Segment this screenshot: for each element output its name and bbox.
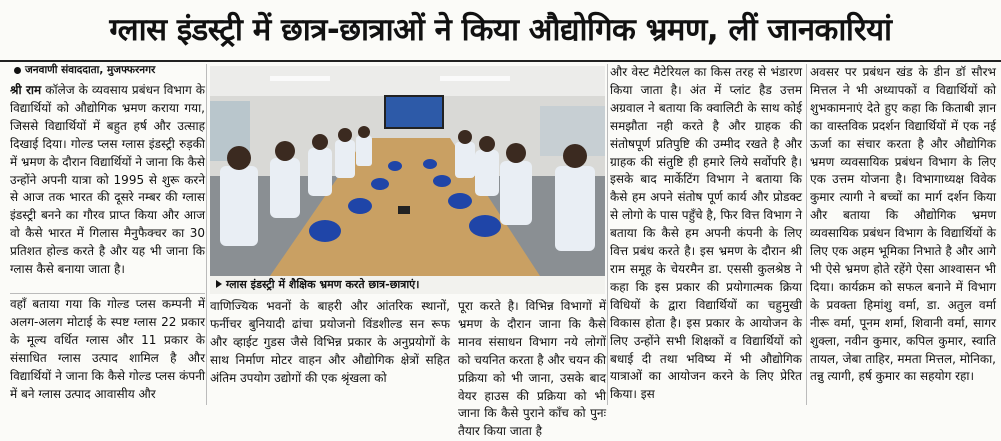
ceiling-light — [440, 76, 510, 81]
article-column-3 — [458, 298, 606, 439]
column-1-text: कॉलेज के व्यवसाय प्रबंधन विभाग के विद्यार्थियों को औद्योगिक भ्रमण कराया गया, जिससे विद्यार्थियों में बहुत हर्ष और उत्साह दिखाई दिया। गोल्ड प्लस ग्लास इंडस्ट्री रुड़की में भ्रमण के दौरान विद्यार्थियों ने जाना कि कैसे उन्होंने अपनी यात्रा को 1995 से शुरू करने से आज तक भारत की दूसरे नम्बर की ग्लास इंडस्ट्री बनने का गौरव प्राप्त किया और आज वो कैसे भारत में गिलास मैनुफैक्चर का 30 प्रतिशत होल्ड करते है और यह भी जाना कि ग्लास कैसे बनाया जाता है। — [10, 83, 205, 277]
column-divider — [206, 64, 207, 405]
screen-icon — [385, 96, 443, 128]
article-column-1b — [10, 296, 205, 405]
caption-arrow-icon — [216, 280, 222, 288]
column-5-text: अवसर पर प्रबंधन खंड के डीन डॉ सौरभ मित्तल ने भी अध्यापकों व विद्यार्थियों को शुभकामनाएं देते हुए कहा कि किताबी ज्ञान का वास्तविक प्रदर्शन विद्यार्थियों में एक नई ऊर्जा का संचार करता है और औद्योगिक भ्रमण व्यवसायिक प्रबंधन विभाग के लिए एक उत्तम योजना है। विभागाध्यक्ष विवेक कुमार त्यागी ने बच्चों का मार्ग दर्शन किया और बताया कि औद्योगिक भ्रमण व्यवसायिक प्रबंधन विभाग के विद्यार्थियों के लिए एक अहम भूमिका निभाते है और आगे भी ऐसे भ्रमण होते रहेंगे ऐसा आश्वासन भी दिया। कार्यक्रम को सफल बनाने में विभाग के प्रवक्ता हिमांशु वर्मा, डा. अतुल वर्मा नीरू वर्मा, पूनम शर्मा, शिवानी वर्मा, सागर शुक्ला, नवीन कुमार, कपिल कुमार, स्वाति तायल, जेबा ताहिर, ममता मित्तल, मोनिका, तन्नु त्यागी, हर्ष कुमार का सहयोग रहा। — [810, 65, 996, 384]
article-column-4 — [610, 64, 802, 405]
column-4-text: और वेस्ट मैटेरियल का किस तरह से भंडारण किया जाता है। अंत में प्लांट हैड उत्तम अग्रवाल ने बताया कि क्वालिटी के साथ कोई समझौता नही करते है और ग्राहक की संतोषपूर्ण प्रतिपुष्टि की उम्मीद रखते है और ग्राहक की संतुष्टि ही हमारे लिये सर्वोपरि है। इसके बाद मार्केटिंग विभाग ने बताया कि कैसे हम अपने संतोष पूर्ण कार्य और प्रोडक्ट से लोगो के पास पहुँचे है, फिर वित्त विभाग ने बताया कि कैसे हम अपनी कंपनी के लिए वित्त प्रबंध करते है। इस भ्रमण के दौरान श्री राम समूह के चेयरमैन डा. एससी कुलश्रेष्ठ ने कहा कि इस प्रकार की प्रयोगात्मक क्रिया विधियों के द्वारा विद्यार्थियों का चहुमुखी विकास होता है। इस प्रकार के आयोजन के लिए उन्होंने सभी शिक्षकों व विद्यार्थियों को बधाई दी तथा भविष्य में भी औद्योगिक यात्राओं का आयोजन करने के लिए प्रेरित किया। इस — [610, 65, 802, 402]
ceiling-light — [270, 76, 330, 81]
article-column-1 — [10, 82, 205, 292]
column-2-text: वाणिज्यिक भवनों के बाहरी और आंतरिक स्थानों, फर्नीचर बुनियादी ढांचा प्रयोजनो विंडशील्ड सन रूफ और व्हाईट गुडस जैसे विभिन्न प्रकार के अनुप्रयोगों के साथ निर्माण मोटर वाहन और औद्योगिक क्षेत्रों सहित अंतिम उपयोग उद्योगों की एक श्रृंखला को — [210, 299, 450, 385]
photo-caption — [210, 276, 605, 294]
byline-text: जनवाणी संवाददाता, मुजफ्फरनगर — [25, 64, 156, 76]
byline — [14, 63, 204, 79]
column-1b-text: वहाँ बताया गया कि गोल्ड प्लस कम्पनी में अलग-अलग मोटाई के स्पष्ट ग्लास 22 प्रकार के मूल्य वर्धित ग्लास और 11 प्रकार के संसाधित ग्लास उत्पाद शामिल है और विद्यार्थियों ने जाना कि कैसे गोल्ड प्लस कंपनी में बने ग्लास उत्पाद आवासीय और — [10, 297, 205, 401]
news-photo — [210, 66, 605, 292]
conference-room-photo — [210, 66, 605, 276]
caption-text: ग्लास इंडस्ट्री में शैक्षिक भ्रमण करते छात्र-छात्राएं। — [226, 278, 420, 291]
column-3-text: पूरा करते है। विभिन्न विभागों में भ्रमण के दौरान जाना कि कैसे मानव संसाधन विभाग नये लोगों को चयनित करता है और चयन की प्रक्रिया को भी जाना, उसके बाद वेयर हाउस की प्रक्रिया को भी जाना कि कैसे पुराने कॉंच को पुनः तैयार किया जाता है — [458, 299, 606, 439]
phone-on-table — [398, 206, 410, 214]
article-column-2 — [210, 298, 450, 405]
dropcap-lead: श्री राम — [10, 83, 42, 97]
headline: ग्लास इंडस्ट्री में छात्र-छात्राओं ने किया औद्योगिक भ्रमण, लीं जानकारियां — [109, 12, 892, 48]
column-divider — [607, 64, 608, 405]
column-divider — [10, 293, 205, 294]
bullet-icon — [14, 67, 21, 74]
photo-ceiling — [210, 66, 605, 96]
headline-rule — [0, 60, 1001, 62]
article-column-5 — [810, 64, 996, 405]
column-divider — [806, 64, 807, 405]
